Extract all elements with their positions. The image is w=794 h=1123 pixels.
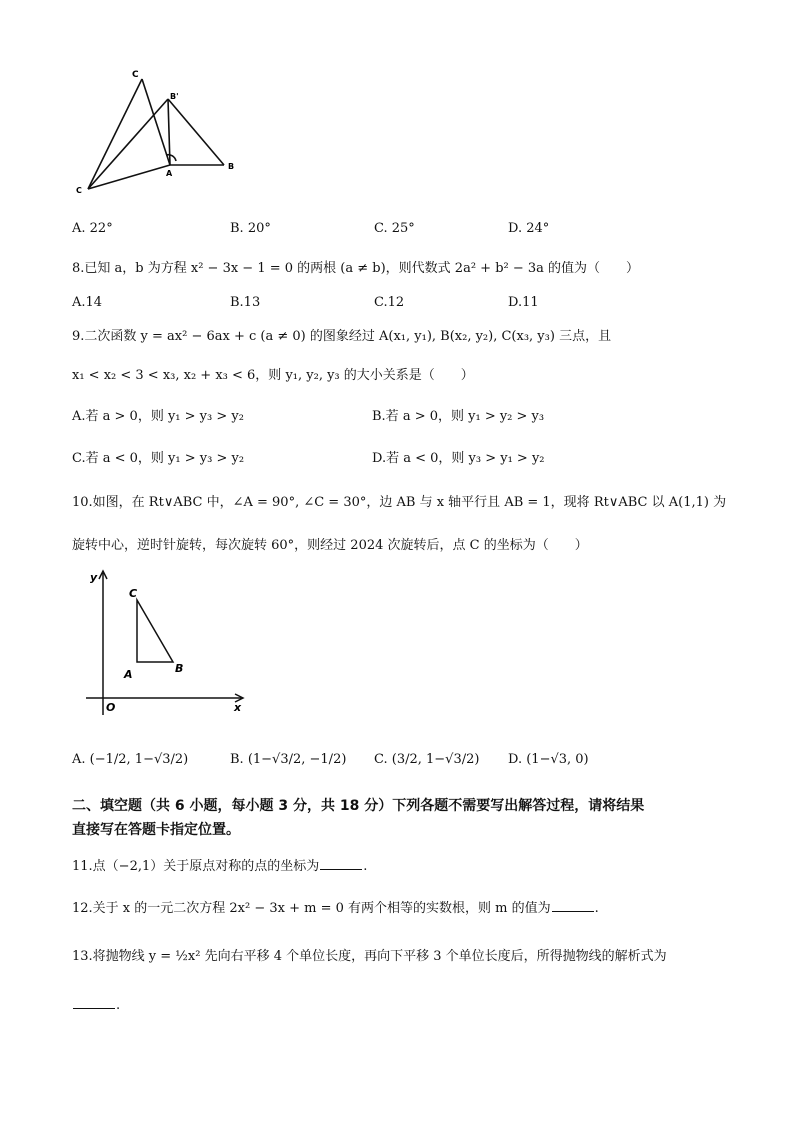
q8-stem: 8.已知 a，b 为方程 x² − 3x − 1 = 0 的两根 (a ≠ b)，则代数式 2a² + b² − 3a 的值为（ ） — [72, 261, 640, 276]
q13-answer-blank — [73, 996, 115, 1009]
q10-stem-line1: 10.如图，在 Rt∨ABC 中，∠A = 90°, ∠C = 30°，边 AB 与 x 轴平行且 AB = 1，现将 Rt∨ABC 以 A(1,1) 为 — [72, 495, 727, 510]
q7-seg-c-c — [88, 79, 142, 189]
q10-label-x: x — [234, 701, 242, 714]
q12-text: 12.关于 x 的一元二次方程 2x² − 3x + m = 0 有两个相等的实数根，则 m 的值为 — [72, 901, 551, 916]
q13-line1: 13.将抛物线 y = ½x² 先向右平移 4 个单位长度，再向下平移 3 个单位长度后，所得抛物线的解析式为 — [72, 949, 667, 964]
q7-option-c: C. 25° — [374, 221, 415, 236]
q12-period: . — [594, 901, 599, 916]
q10-label-o: O — [106, 701, 116, 714]
q10-option-c: C. (3/2, 1−√3/2) — [374, 752, 480, 767]
q12-answer-blank — [552, 899, 594, 912]
q10-option-a: A. (−1/2, 1−√3/2) — [72, 752, 189, 767]
q10-stem-line2: 旋转中心，逆时针旋转，每次旋转 60°，则经过 2024 次旋转后，点 C 的坐标为（ ） — [72, 538, 588, 553]
q13-period: . — [116, 998, 121, 1013]
q8-option-d: D.11 — [508, 295, 539, 310]
q7-option-b: B. 20° — [230, 221, 271, 236]
section2-heading-line2: 直接写在答题卡指定位置。 — [72, 822, 240, 838]
q7-label-c-top: C — [132, 70, 139, 80]
q8-option-b: B.13 — [230, 295, 261, 310]
q9-stem-line1: 9.二次函数 y = ax² − 6ax + c (a ≠ 0) 的图象经过 A(x₁, y₁), B(x₂, y₂), C(x₃, y₃) 三点，且 — [72, 329, 612, 344]
q10-label-y: y — [90, 571, 98, 584]
q8-option-a: A.14 — [72, 295, 103, 310]
q10-label-c: C — [129, 587, 138, 600]
q7-label-c-bottom: C — [76, 186, 82, 195]
q10-label-b: B — [175, 662, 184, 675]
q7-seg-cbottom-a — [88, 165, 170, 189]
q12-line — [72, 899, 599, 918]
q9-option-a: A.若 a > 0，则 y₁ > y₃ > y₂ — [72, 409, 244, 424]
q7-seg-cbottom-bprime — [88, 99, 168, 189]
q9-option-b: B.若 a > 0，则 y₁ > y₂ > y₃ — [372, 409, 545, 424]
q10-option-b: B. (1−√3/2, −1/2) — [230, 752, 347, 767]
q11-text: 11.点（−2,1）关于原点对称的点的坐标为 — [72, 859, 320, 874]
q9-stem-line2: x₁ < x₂ < 3 < x₃, x₂ + x₃ < 6，则 y₁, y₂, y₃ 的大小关系是（ ） — [72, 368, 474, 383]
q10-coordinate-figure — [80, 565, 255, 720]
q10-triangle-abc — [137, 600, 173, 662]
q10-option-d: D. (1−√3, 0) — [508, 752, 589, 767]
section2-heading-line1: 二、填空题（共 6 小题，每小题 3 分，共 18 分）下列各题不需要写出解答过程，请将结果 — [72, 798, 645, 814]
q10-label-a: A — [124, 668, 133, 681]
q7-label-a: A — [166, 169, 173, 178]
q7-label-b-prime: B' — [170, 92, 179, 101]
q7-option-d: D. 24° — [508, 221, 550, 236]
q9-option-c: C.若 a < 0，则 y₁ > y₃ > y₂ — [72, 451, 245, 466]
q11-answer-blank — [320, 857, 362, 870]
q9-option-d: D.若 a < 0，则 y₃ > y₁ > y₂ — [372, 451, 545, 466]
q7-label-b: B — [228, 162, 235, 171]
q13-line2 — [72, 996, 120, 1015]
q11-period: . — [363, 859, 368, 874]
q7-option-a: A. 22° — [72, 221, 113, 236]
q7-triangle-figure — [70, 65, 245, 195]
q7-seg-c-a — [142, 79, 170, 165]
q8-option-c: C.12 — [374, 295, 405, 310]
q7-seg-bprime-b — [168, 99, 224, 165]
q11-line — [72, 857, 367, 876]
